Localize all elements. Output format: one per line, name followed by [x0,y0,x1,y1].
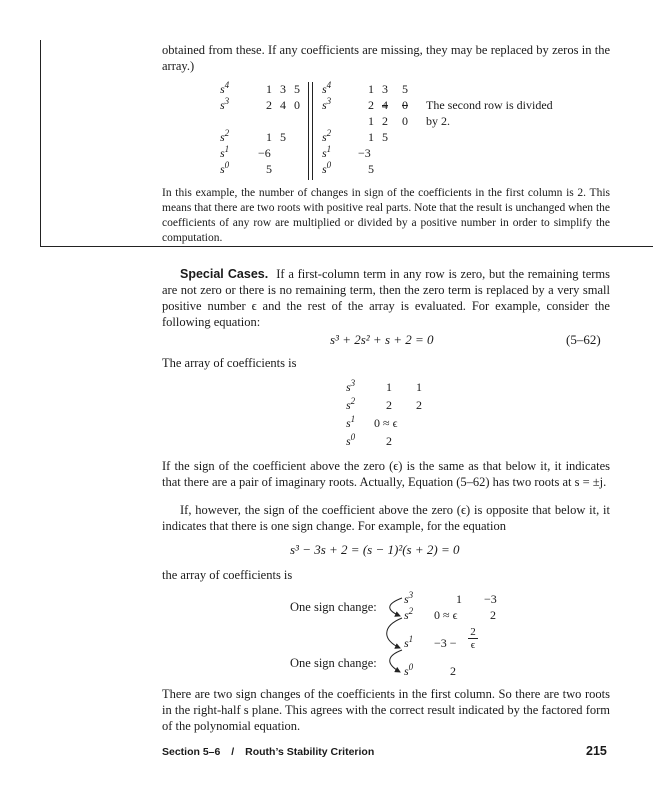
left-cell: 4 [280,98,286,112]
left-label-s3: $s^3$ [220,96,230,112]
footer-section [162,746,374,758]
right-cell: 2 [368,98,374,112]
left-cell: 5 [294,82,300,96]
footer-title: Routh’s Stability Criterion [245,746,375,758]
arr1-label-s3: $s^3$ [346,378,356,394]
left-cell: 1 [266,130,272,144]
special-cases-heading: Special Cases. [180,267,269,281]
arr1-label-s1: $s^1$ [346,414,356,430]
arrow-s1-to-s0 [390,650,402,672]
equation-5-62: s³ + 2s² + s + 2 = 0 [330,332,434,347]
right-cell: 1 [368,82,374,96]
arr2-label-s2: $s^2$ [404,606,414,622]
right-cell-struck: 4 [382,98,388,112]
arr1-cell: 1 [386,380,392,394]
arr1-cell: 1 [416,380,422,394]
box-bottom-rule [40,246,653,247]
paragraph-imaginary-roots: If the sign of the coefficient above the zero (ϵ) is the same as that below it, it indicates that there are a pair of imaginary roots. Actually, Equation (5–62) has two roots at s = ±j. [162,459,610,489]
array-intro: The array of coefficients is [162,356,297,370]
arr2-cell: 1 [456,592,462,606]
left-label-s4: $s^4$ [220,80,230,96]
left-cell: 0 [294,98,300,112]
left-label-s0: $s^0$ [220,160,230,176]
left-label-s2: $s^2$ [220,128,230,144]
paragraph-sign-change: If, however, the sign of the coefficient above the zero (ϵ) is opposite that below it, it indicates that there is one sign change. For example, for the equation [162,503,610,533]
arr2-cell: −3 − [434,636,457,650]
arr1-cell: 2 [386,434,392,448]
left-cell: 3 [280,82,286,96]
left-cell: 1 [266,82,272,96]
arr2-label-s1: $s^1$ [404,634,414,650]
right-cell: 1 [368,130,374,144]
arr2-cell: 0 ≈ ϵ [434,608,458,622]
arr2-cell: −3 [484,592,497,606]
arr1-label-s0: $s^0$ [346,432,356,448]
arr2-label-s3: $s^3$ [404,590,414,606]
page-number: 215 [586,744,607,758]
right-cell: 3 [382,82,388,96]
right-label-s3: $s^3$ [322,96,332,112]
frac-numerator: 2 [470,626,476,638]
right-label-s1: $s^1$ [322,144,332,160]
box-left-rule [40,40,41,247]
array-separator-1 [308,82,309,180]
arr2-cell: 2 [450,664,456,678]
special-cases-text: If a first-column term in any row is zero, but the remaining terms are not zero or there is no remaining term, then the zero term is replaced by a very small positive number ϵ and the rest of the array is evaluated. For example, consider the following equation: [162,267,610,329]
footer-section-label: Section 5–6 [162,746,221,758]
right-label-s2: $s^2$ [322,128,332,144]
box-intro-text: obtained from these. If any coefficients are missing, they may be replaced by zeros in the array.) [162,43,610,73]
arr1-cell: 0 ≈ ϵ [374,416,398,430]
right-cell: 0 [402,114,408,128]
left-cell: 5 [266,162,272,176]
footer-separator: / [231,746,235,758]
right-cell: 1 [368,114,374,128]
epsilon-array [346,380,446,450]
arrow-s2-to-s1 [387,618,402,648]
arr1-cell: 2 [416,398,422,412]
right-cell-struck: 0 [402,98,408,112]
left-cell: 5 [280,130,286,144]
right-cell: 5 [382,130,388,144]
left-cell: −6 [258,146,271,160]
sign-change-label-top: One sign change: [290,600,377,614]
side-note-line2: by 2. [426,114,450,128]
left-cell: 2 [266,98,272,112]
left-routh-array [220,82,310,182]
arrow-s3-to-s2 [390,598,402,616]
fraction-2-over-epsilon [468,626,478,651]
right-cell: 5 [402,82,408,96]
sign-change-label-bottom: One sign change: [290,656,377,670]
right-routh-array [322,82,412,182]
left-label-s1: $s^1$ [220,144,230,160]
right-label-s4: $s^4$ [322,80,332,96]
array-intro-2: the array of coefficients is [162,568,293,582]
frac-denominator: ϵ [470,639,476,651]
arr2-label-s0: $s^0$ [404,662,414,678]
paragraph-conclusion: There are two sign changes of the coefficients in the first column. So there are two roots in the right-half s plane. This agrees with the correct result indicated by the factored form of the polynomial equation. [162,687,610,733]
special-cases-paragraph [162,266,610,330]
side-note-line1: The second row is divided [426,98,553,112]
equation-number: (5–62) [566,332,601,347]
sign-change-array [404,592,514,682]
right-cell: 5 [368,162,374,176]
arr1-cell: 2 [386,398,392,412]
right-cell: −3 [358,146,371,160]
array-separator-2 [312,82,313,180]
box-conclusion: In this example, the number of changes in sign of the coefficients in the first column is 2. This means that there are two roots with positive real parts. Note that the result is unchanged when the coefficients of any row are multiplied or divided by a positive number in order to simplify the computation. [162,187,610,244]
equation-factored: s³ − 3s + 2 = (s − 1)²(s + 2) = 0 [290,542,460,557]
arr2-cell: 2 [490,608,496,622]
arr1-label-s2: $s^2$ [346,396,356,412]
right-cell: 2 [382,114,388,128]
right-label-s0: $s^0$ [322,160,332,176]
